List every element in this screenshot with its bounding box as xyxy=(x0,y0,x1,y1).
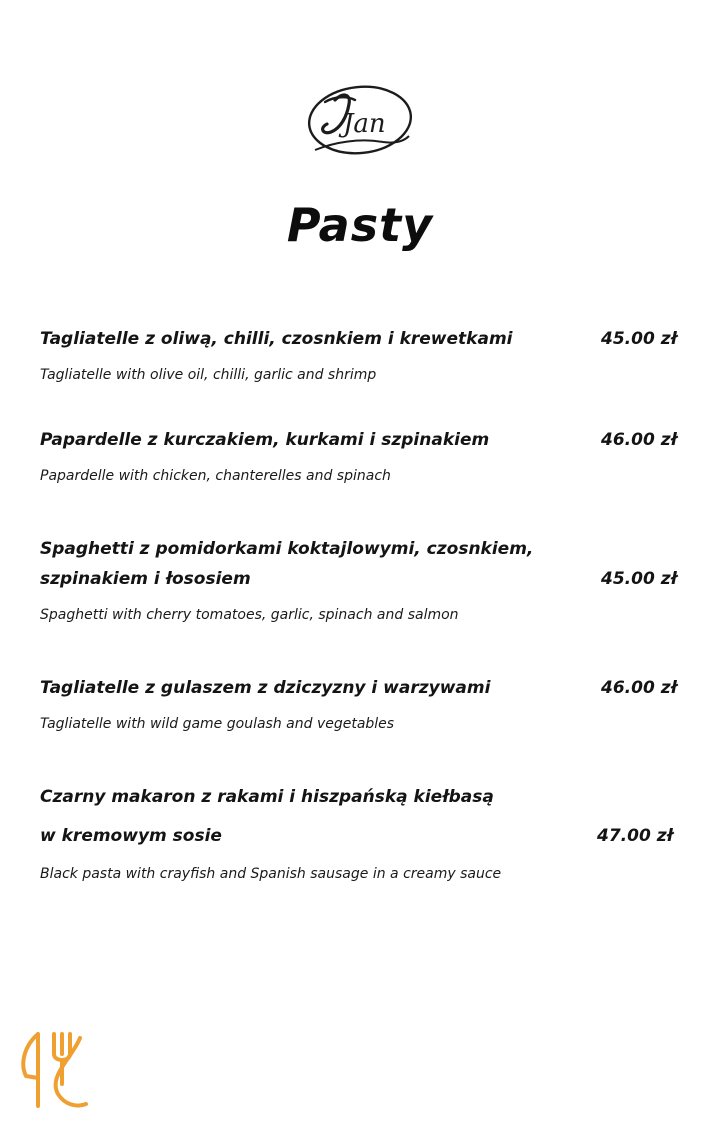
dish-description: Black pasta with crayfish and Spanish sausage in a creamy sauce xyxy=(40,866,502,882)
dish-description: Tagliatelle with olive oil, chilli, garlic and shrimp xyxy=(40,367,377,383)
dish-name: Spaghetti z pomidorkami koktajlowymi, czosnkiem, xyxy=(40,539,534,559)
dish-description: Papardelle with chicken, chanterelles and spinach xyxy=(40,468,391,484)
dish-price: 45.00 zł xyxy=(601,569,677,589)
page-title: Pasty xyxy=(286,198,434,252)
dish-price: 47.00 zł xyxy=(597,826,673,846)
fork-knife-spoon-icon xyxy=(14,1028,92,1112)
dish-price: 45.00 zł xyxy=(601,329,677,349)
dish-name: Czarny makaron z rakami i hiszpańską kiełbasą xyxy=(40,787,494,807)
dish-name: Tagliatelle z gulaszem z dziczyzny i warzywami xyxy=(40,678,491,698)
dish-price: 46.00 zł xyxy=(601,678,677,698)
jan-logo xyxy=(305,80,415,160)
dish-description: Spaghetti with cherry tomatoes, garlic, spinach and salmon xyxy=(40,607,459,623)
dish-name: Tagliatelle z oliwą, chilli, czosnkiem i krewetkami xyxy=(40,329,513,349)
logo-text: Jan xyxy=(343,109,386,139)
dish-description: Tagliatelle with wild game goulash and vegetables xyxy=(40,716,395,732)
dish-name: Papardelle z kurczakiem, kurkami i szpinakiem xyxy=(40,430,490,450)
dish-name-continued: w kremowym sosie xyxy=(40,826,222,846)
dish-price: 46.00 zł xyxy=(601,430,677,450)
dish-name-continued: szpinakiem i łososiem xyxy=(40,569,251,589)
